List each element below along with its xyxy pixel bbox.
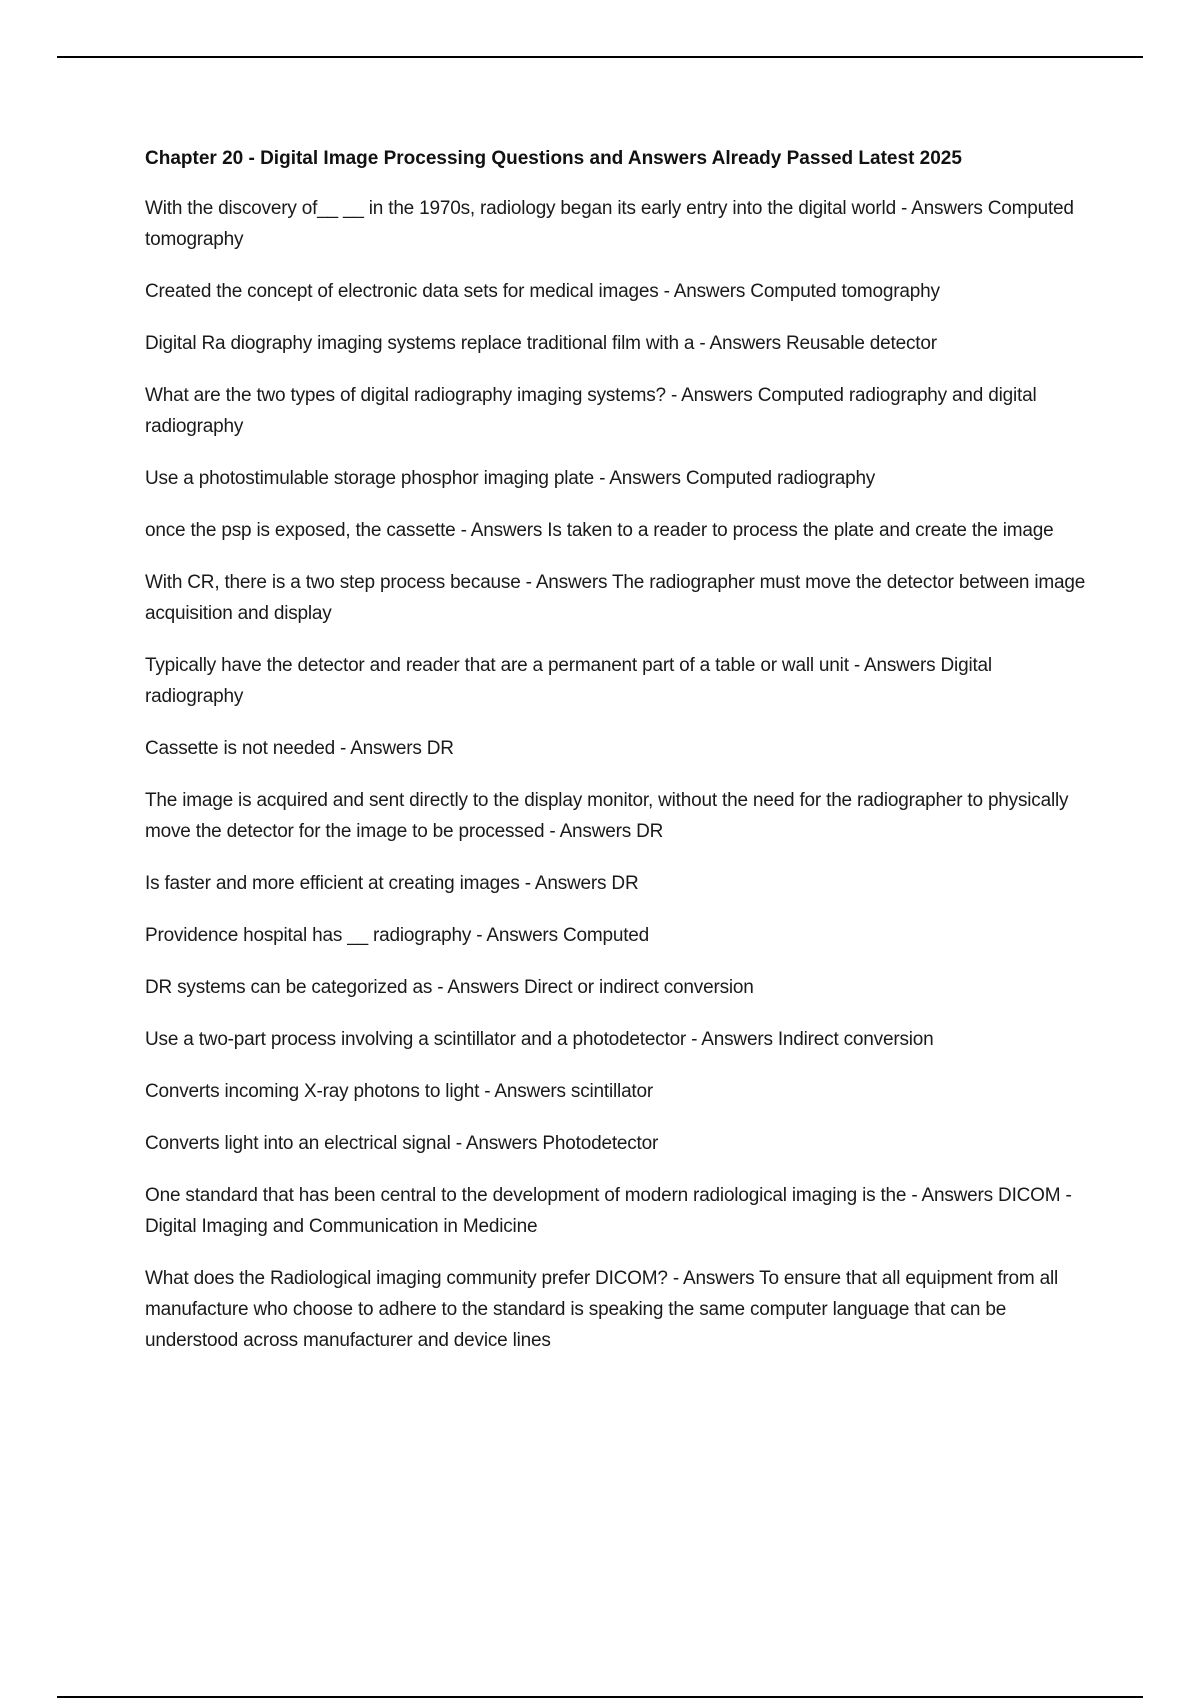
qa-entry: One standard that has been central to the development of modern radiological imaging is the - Answers DICOM - Digital Imaging and Communication in Medicine [145,1185,1072,1237]
qa-entry: DR systems can be categorized as - Answers Direct or indirect conversion [145,977,754,998]
qa-entry: Cassette is not needed - Answers DR [145,738,454,759]
qa-entry: Converts light into an electrical signal - Answers Photodetector [145,1133,659,1154]
qa-entry: What are the two types of digital radiography imaging systems? - Answers Computed radiography and digital radiography [145,385,1037,437]
document-body [145,146,1090,1377]
top-rule [57,56,1143,58]
qa-entry: With the discovery of__ __ in the 1970s, radiology began its early entry into the digital world - Answers Computed tomography [145,198,1074,250]
qa-entry: Use a two-part process involving a scintillator and a photodetector - Answers Indirect conversion [145,1029,934,1050]
qa-entry: What does the Radiological imaging community prefer DICOM? - Answers To ensure that all equipment from all manufacture who choose to adhere to the standard is speaking the same computer language that can be understood across manufacturer and device lines [145,1268,1059,1351]
qa-entry: once the psp is exposed, the cassette - Answers Is taken to a reader to process the plate and create the image [145,520,1054,541]
qa-entry: With CR, there is a two step process because - Answers The radiographer must move the detector between image acquisition and display [145,572,1086,624]
qa-entry: Converts incoming X-ray photons to light - Answers scintillator [145,1081,654,1102]
qa-entry: Use a photostimulable storage phosphor imaging plate - Answers Computed radiography [145,468,876,489]
bottom-rule [57,1696,1143,1698]
qa-entry: Providence hospital has __ radiography - Answers Computed [145,925,650,946]
qa-entry: Is faster and more efficient at creating images - Answers DR [145,873,639,894]
qa-entry: Typically have the detector and reader that are a permanent part of a table or wall unit - Answers Digital radiography [145,655,992,707]
qa-entry: The image is acquired and sent directly to the display monitor, without the need for the radiographer to physically move the detector for the image to be processed - Answers DR [145,790,1069,842]
qa-entry: Digital Ra diography imaging systems replace traditional film with a - Answers Reusable detector [145,333,937,354]
document-title: Chapter 20 - Digital Image Processing Questions and Answers Already Passed Latest 2025 [145,148,962,169]
qa-entry: Created the concept of electronic data sets for medical images - Answers Computed tomography [145,281,940,302]
